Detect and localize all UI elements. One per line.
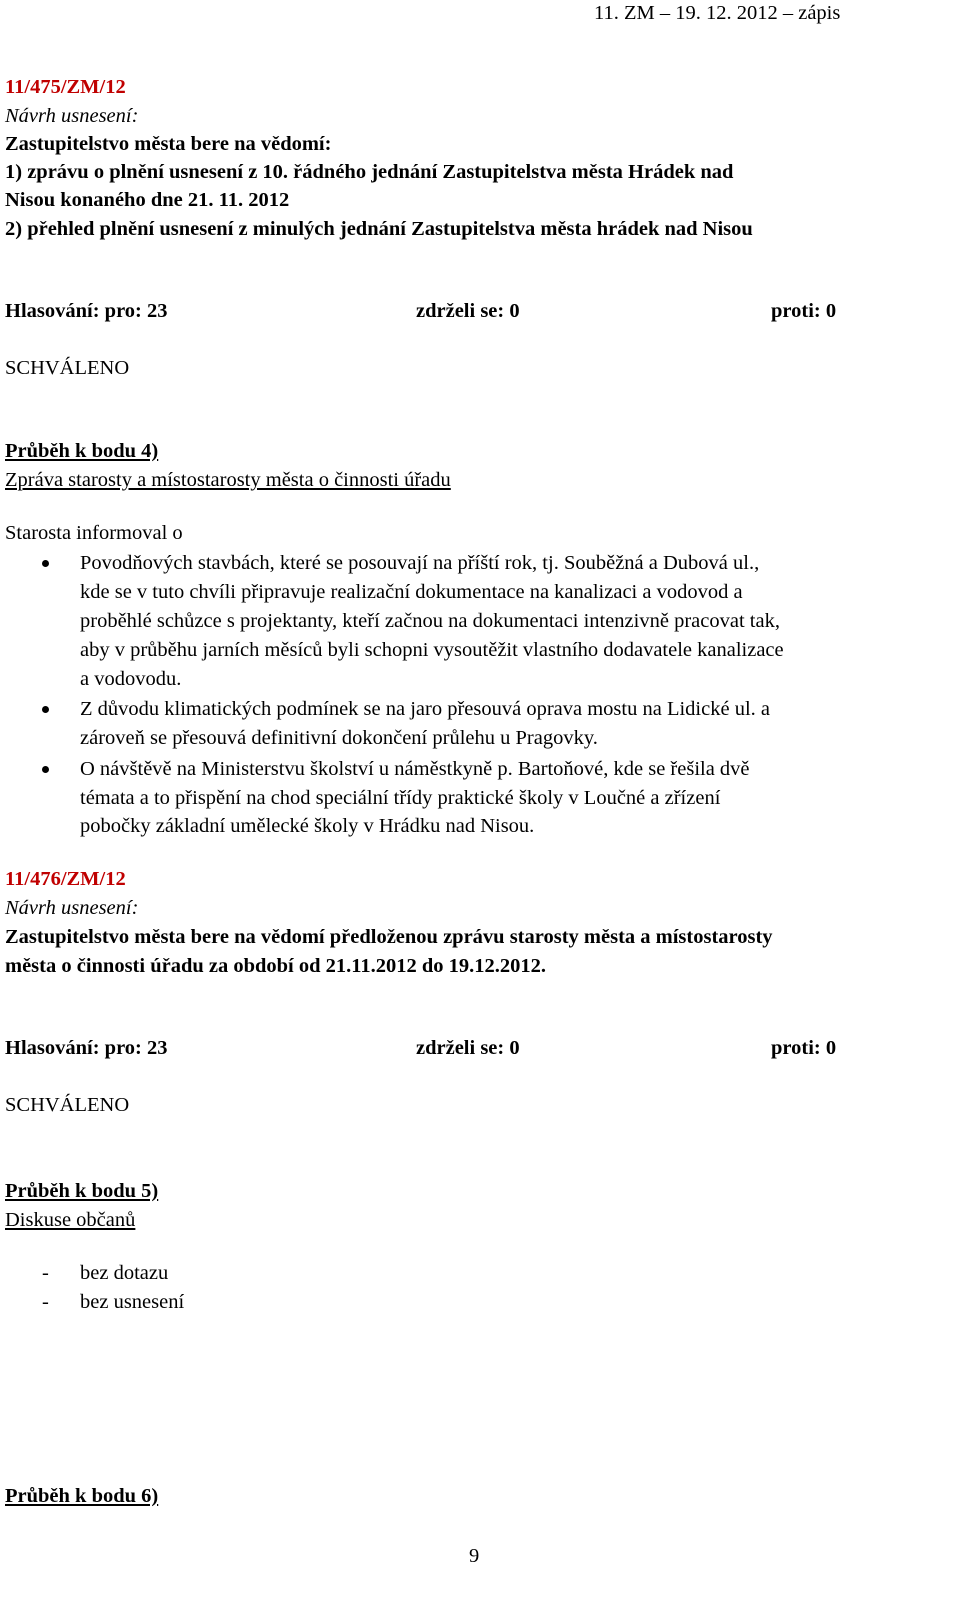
item-intro: Starosta informoval o <box>5 522 183 544</box>
resolution-line: Nisou konaného dne 21. 11. 2012 <box>5 189 290 211</box>
item-subheading: Zpráva starosty a místostarosty města o činnosti úřadu <box>5 469 451 491</box>
vote-abstain: zdrželi se: 0 <box>416 1037 520 1059</box>
list-item: bez usnesení <box>80 1291 185 1313</box>
resolution-line: Zastupitelstvo města bere na vědomí předloženou zprávu starosty města a místostarosty <box>5 926 773 948</box>
bullet-icon <box>42 766 49 773</box>
item-heading: Průběh k bodu 6) <box>5 1485 159 1507</box>
resolution-line: 1) zprávu o plnění usnesení z 10. řádného jednání Zastupitelstva města Hrádek nad <box>5 161 734 183</box>
vote-pro: Hlasování: pro: 23 <box>5 300 168 322</box>
page-number: 9 <box>469 1545 480 1567</box>
vote-against: proti: 0 <box>771 300 837 322</box>
list-item-line: Povodňových stavbách, které se posouvají na příští rok, tj. Souběžná a Dubová ul., <box>80 552 760 574</box>
resolution-number: 11/476/ZM/12 <box>5 868 126 890</box>
item-subheading: Diskuse občanů <box>5 1209 136 1231</box>
list-item-line: aby v průběhu jarních měsíců byli schopni vysoutěžit vlastního dodavatele kanalizace <box>80 639 784 661</box>
vote-abstain: zdrželi se: 0 <box>416 300 520 322</box>
bullet-icon <box>42 560 49 567</box>
vote-result: SCHVÁLENO <box>5 357 130 379</box>
item-heading: Průběh k bodu 5) <box>5 1180 159 1202</box>
page-header: 11. ZM – 19. 12. 2012 – zápis <box>594 2 841 24</box>
vote-result: SCHVÁLENO <box>5 1094 130 1116</box>
bullet-icon <box>42 706 49 713</box>
list-item-line: pobočky základní umělecké školy v Hrádku nad Nisou. <box>80 815 535 837</box>
list-item-line: kde se v tuto chvíli připravuje realizační dokumentace na kanalizaci a vodovod a <box>80 581 743 603</box>
list-item-line: proběhlé schůzce s projektanty, kteří začnou na dokumentaci intenzivně pracovat tak, <box>80 610 780 632</box>
list-item-line: O návštěvě na Ministerstvu školství u náměstkyně p. Bartoňové, kde se řešila dvě <box>80 758 750 780</box>
item-heading: Průběh k bodu 4) <box>5 440 159 462</box>
list-item-line: zároveň se přesouvá definitivní dokončení průlehu u Pragovky. <box>80 727 598 749</box>
resolution-intro: Zastupitelstvo města bere na vědomí: <box>5 133 332 155</box>
dash-marker: - <box>42 1262 49 1284</box>
resolution-label: Návrh usnesení: <box>5 105 139 127</box>
list-item-line: a vodovodu. <box>80 668 182 690</box>
resolution-label: Návrh usnesení: <box>5 897 139 919</box>
vote-pro: Hlasování: pro: 23 <box>5 1037 168 1059</box>
list-item: bez dotazu <box>80 1262 169 1284</box>
resolution-line: 2) přehled plnění usnesení z minulých jednání Zastupitelstva města hrádek nad Nisou <box>5 218 753 240</box>
resolution-number: 11/475/ZM/12 <box>5 76 126 98</box>
dash-marker: - <box>42 1291 49 1313</box>
resolution-line: města o činnosti úřadu za období od 21.11.2012 do 19.12.2012. <box>5 955 547 977</box>
list-item-line: Z důvodu klimatických podmínek se na jaro přesouvá oprava mostu na Lidické ul. a <box>80 698 770 720</box>
vote-against: proti: 0 <box>771 1037 837 1059</box>
list-item-line: témata a to přispění na chod speciální třídy praktické školy v Loučné a zřízení <box>80 787 721 809</box>
